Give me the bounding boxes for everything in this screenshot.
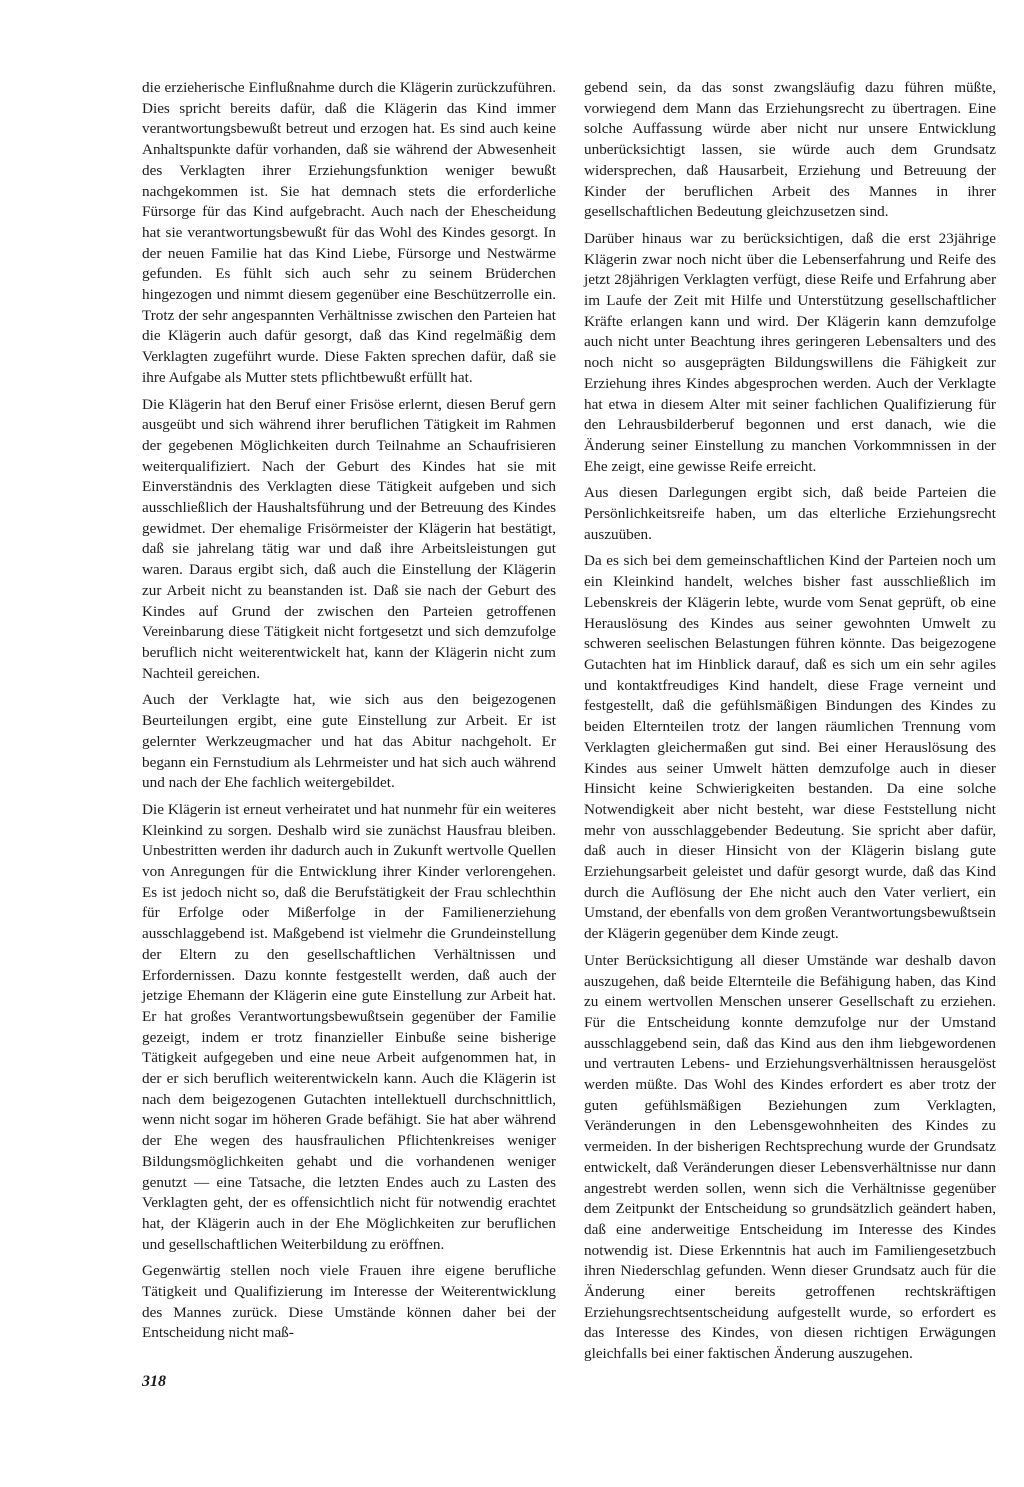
paragraph: gebend sein, da das sonst zwangsläufig dazu führen müßte, vorwiegend dem Mann das Erziehungsrecht zu übertragen. Eine solche Auffassung würde aber nicht nur unsere Entwicklung unberücksichtigt lassen, sie würde auch dem Grundsatz widersprechen, daß Hausarbeit, Erziehung und Betreuung der Kinder der beruflichen Arbeit des Mannes in ihrer gesellschaftlichen Bedeutung gleichzusetzen sind.: [584, 79, 996, 221]
paragraph: Darüber hinaus war zu berücksichtigen, daß die erst 23jährige Klägerin zwar noch nicht über die Lebenserfahrung und Reife des jetzt 28jährigen Verklagten verfügt, diese Reife und Erfahrung aber im Laufe der Zeit mit Hilfe und Unterstützung gesellschaftlicher Kräfte erlangen kann und wird. Der Klägerin kann demzufolge auch nicht unter Beachtung ihres geringeren Lebensalters und des noch nicht so ausgeprägten Bildungswillens die Fähigkeit zur Erziehung ihres Kindes abgesprochen werden. Auch der Verklagte hat etwa in diesem Alter mit seiner fachlichen Qualifizierung für den Lehrausbilderberuf begonnen und erst danach, wie die Änderung seiner Einstellung zu manchen Vorkommnissen in der Ehe zeigt, eine gewisse Reife erreicht.: [584, 229, 996, 475]
right-column: [584, 78, 996, 1371]
paragraph: Gegenwärtig stellen noch viele Frauen ihre eigene berufliche Tätigkeit und Qualifizierung im Interesse der Weiterentwicklung des Mannes zurück. Diese Umstände können daher bei der Entscheidung nicht maß-: [142, 1262, 556, 1342]
paragraph: Aus diesen Darlegungen ergibt sich, daß beide Parteien die Persönlichkeitsreife haben, um das elterliche Erziehungsrecht auszuüben.: [584, 484, 996, 543]
paragraph: Die Klägerin ist erneut verheiratet und hat nunmehr für ein weiteres Kleinkind zu sorgen. Deshalb wird sie zunächst Hausfrau bleiben. Unbestritten werden ihr dadurch auch in Zukunft wertvolle Quellen von Anregungen für die Entwicklung ihrer Kinder verlorengehen. Es ist jedoch nicht so, daß die Berufstätigkeit der Frau schlechthin für Erfolge oder Mißerfolge in der Familienerziehung ausschlaggebend ist. Maßgebend ist vielmehr die Grundeinstellung der Eltern zu den gesellschaftlichen Verhältnissen und Erfordernissen. Dazu konnte festgestellt werden, daß auch der jetzige Ehemann der Klägerin eine gute Einstellung zur Arbeit hat. Er hat großes Verantwortungsbewußtsein gegenüber der Familie gezeigt, indem er trotz finanzieller Einbuße seine bisherige Tätigkeit aufgegeben und eine neue Arbeit aufgenommen hat, in der er sich beruflich weiterentwickeln kann. Auch die Klägerin ist nach dem beigezogenen Gutachten intellektuell durchschnittlich, wenn nicht sogar im höheren Grade befähigt. Sie hat aber während der Ehe wegen des hausfraulichen Pflichtenkreises weniger Bildungsmöglichkeiten gehabt und die vorhandenen weniger genutzt — eine Tatsache, die letzten Endes auch zu Lasten des Verklagten geht, der es offensichtlich nicht für notwendig erachtet hat, der Klägerin auch in der Ehe Möglichkeiten zur beruflichen und gesellschaftlichen Weiterbildung zu eröffnen.: [142, 800, 556, 1253]
paragraph: Die Klägerin hat den Beruf einer Frisöse erlernt, diesen Beruf gern ausgeübt und sich während ihrer beruflichen Tätigkeit im Rahmen der gegebenen Möglichkeiten durch Teilnahme an Schaufrisieren weiterqualifiziert. Nach der Geburt des Kindes hat sie mit Einverständnis des Verklagten diese Tätigkeit aufgeben und sich ausschließlich der Haushaltsführung und der Betreuung des Kindes gewidmet. Der ehemalige Frisörmeister der Klägerin hat bestätigt, daß sie jahrelang tätig war und daß ihre Arbeitsleistungen gut waren. Daraus ergibt sich, daß auch die Einstellung der Klägerin zur Arbeit nicht zu beanstanden ist. Daß sie nach der Geburt des Kindes auf Grund der zwischen den Parteien getroffenen Vereinbarung diese Tätigkeit nicht fortgesetzt und sich demzufolge beruflich nicht weiterentwickelt hat, kann der Klägerin nicht zum Nachteil gereichen.: [142, 395, 556, 682]
paragraph: Auch der Verklagte hat, wie sich aus den beigezogenen Beurteilungen ergibt, eine gute Einstellung zur Arbeit. Er ist gelernter Werkzeugmacher und hat das Abitur nachgeholt. Er begann ein Fernstudium als Lehrmeister und hat sich auch während und nach der Ehe fachlich weitergebildet.: [142, 691, 556, 792]
paragraph: Da es sich bei dem gemeinschaftlichen Kind der Parteien noch um ein Kleinkind handelt, welches bisher fast ausschließlich im Lebenskreis der Klägerin lebte, wurde vom Senat geprüft, ob eine Herauslösung des Kindes aus seiner gewohnten Umwelt zu schweren seelischen Belastungen führen könnte. Das beigezogene Gutachten hat im Hinblick darauf, daß es sich um ein sehr agiles und kontaktfreudiges Kind handelt, diese Frage verneint und festgestellt, daß die gefühlsmäßigen Bindungen des Kindes zu beiden Elternteilen trotz der langen räumlichen Trennung vom Verklagten gleichermaßen gut sind. Bei einer Herauslösung des Kindes aus seiner Umwelt hätten demzufolge auch in dieser Hinsicht keine Schwierigkeiten bestanden. Da eine solche Notwendigkeit aber nicht besteht, war diese Feststellung nicht mehr von ausschlaggebender Bedeutung. Sie spricht aber dafür, daß auch in dieser Hinsicht von der Klägerin bislang gute Erziehungsarbeit geleistet und dafür gesorgt wurde, daß das Kind durch die Auflösung der Ehe nicht auch den Vater verliert, ein Umstand, der ebenfalls von dem großen Verantwortungsbewußtsein der Klägerin gegenüber dem Kinde zeugt.: [584, 552, 996, 943]
left-column: [142, 78, 556, 1350]
page-number: 318: [142, 1373, 166, 1390]
paragraph: die erzieherische Einflußnahme durch die Klägerin zurückzuführen. Dies spricht bereits dafür, daß die Klägerin das Kind immer verantwortungsbewußt betreut und erzogen hat. Es sind auch keine Anhaltspunkte dafür vorhanden, daß sie während der Abwesenheit des Verklagten ihrer Erziehungsfunktion weniger bewußt nachgekommen ist. Sie hat demnach stets die erforderliche Fürsorge für das Kind aufgebracht. Auch nach der Ehescheidung hat sie verantwortungsbewußt für das Wohl des Kindes gesorgt. In der neuen Familie hat das Kind Liebe, Fürsorge und Nestwärme gefunden. Es fühlt sich auch sehr zu seinem Brüderchen hingezogen und nimmt diesem gegenüber eine Beschützerrolle ein. Trotz der sehr angespannten Verhältnisse zwischen den Parteien hat die Klägerin auch dafür gesorgt, daß das Kind regelmäßig dem Verklagten zugeführt wurde. Diese Fakten sprechen dafür, daß sie ihre Aufgabe als Mutter stets pflichtbewußt erfüllt hat.: [142, 79, 556, 386]
paragraph: Unter Berücksichtigung all dieser Umstände war deshalb davon auszugehen, daß beide Elternteile die Befähigung haben, das Kind zu einem wertvollen Menschen unserer Gesellschaft zu erziehen. Für die Entscheidung konnte demzufolge nur der Umstand ausschlaggebend sein, daß das Kind aus den ihm liebgewordenen und vertrauten Lebens- und Erziehungsverhältnissen herausgelöst werden müßte. Das Wohl des Kindes erfordert es aber trotz der guten gefühlsmäßigen Beziehungen zum Verklagten, Veränderungen in den Lebensgewohnheiten des Kindes zu vermeiden. In der bisherigen Rechtsprechung wurde der Grundsatz entwickelt, daß Veränderungen dieser Lebensverhältnisse nur dann angestrebt werden sollen, wenn sich die Verhältnisse gegenüber dem Zeitpunkt der Entscheidung so grundsätzlich geändert haben, daß eine anderweitige Entscheidung im Interesse des Kindes notwendig ist. Diese Erkenntnis hat auch im Familiengesetzbuch ihren Niederschlag gefunden. Wenn dieser Grundsatz auch für die Änderung einer bereits getroffenen rechtskräftigen Erziehungsrechtsentscheidung aufgestellt wurde, so erfordert es das Interesse des Kindes, von diesen richtigen Erwägungen gleichfalls bei einer faktischen Änderung auszugehen.: [584, 951, 996, 1363]
